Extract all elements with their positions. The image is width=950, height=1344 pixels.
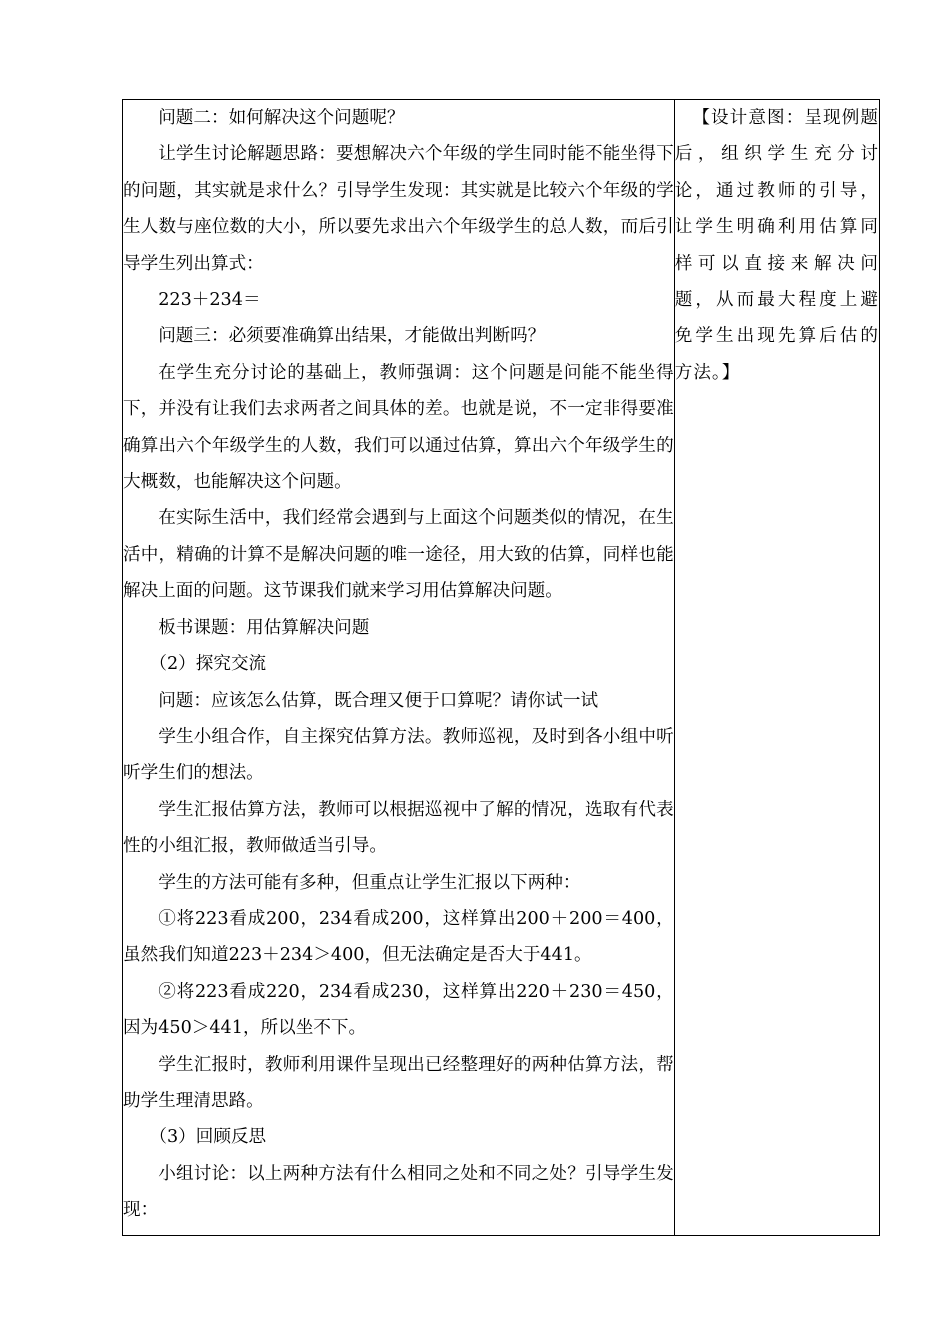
paragraph: 问题二：如何解决这个问题呢？ (158, 108, 405, 128)
paragraph: 学生汇报时，教师利用课件呈现出已经整理好的两种估算方法，帮助学生理清思路。 (123, 1054, 674, 1111)
lesson-row (123, 100, 880, 1236)
paragraph: 223＋234＝ (158, 290, 261, 311)
paragraph: 问题三：必须要准确算出结果，才能做出判断吗？ (158, 326, 546, 347)
paragraph: 在学生充分讨论的基础上，教师强调：这个问题是问能不能坐得下，并没有让我们去求两者之间具体的差。也就是说，不一定非得要准确算出六个年级学生的人数，我们可以通过估算，算出六个年级学生的大概数，也能解决这个问题。 (123, 362, 674, 493)
teaching-process-cell (123, 100, 675, 1236)
design-intent-note: 【设计意图：呈现例题后，组织学生充分讨论，通过教师的引导，让学生明确利用估算同样可以直接来解决问题，从而最大程度上避免学生出现先算后估的方法。】 (674, 108, 879, 383)
section-heading: （3）回顾反思 (149, 1127, 267, 1148)
paragraph: 问题：应该怎么估算，既合理又便于口算呢？请你试一试 (158, 690, 599, 711)
paragraph: 板书课题：用估算解决问题 (158, 617, 370, 638)
paragraph: 让学生讨论解题思路：要想解决六个年级的学生同时能不能坐得下的问题，其实就是求什么？引导学生发现：其实就是比较六个年级的学生人数与座位数的大小，所以要先求出六个年级学生的总人数，而后引导学生列出算式： (123, 144, 674, 274)
paragraph: ②将223看成220，234看成230，这样算出220＋230＝450，因为450＞441，所以坐不下。 (123, 981, 674, 1039)
design-intent-cell (674, 100, 879, 1236)
section-heading: （2）探究交流 (149, 654, 267, 675)
paragraph: ①将223看成200，234看成200，这样算出200＋200＝400，虽然我们知道223＋234＞400，但无法确定是否大于441。 (123, 908, 674, 966)
paragraph: 小组讨论：以上两种方法有什么相同之处和不同之处？引导学生发现： (123, 1163, 674, 1221)
paragraph: 学生的方法可能有多种，但重点让学生汇报以下两种： (158, 872, 581, 893)
lesson-plan-table (122, 99, 880, 1236)
paragraph: 学生小组合作，自主探究估算方法。教师巡视，及时到各小组中听听学生们的想法。 (123, 726, 674, 784)
paragraph: 在实际生活中，我们经常会遇到与上面这个问题类似的情况，在生活中，精确的计算不是解决问题的唯一途径，用大致的估算，同样也能解决上面的问题。这节课我们就来学习用估算解决问题。 (123, 508, 674, 602)
paragraph: 学生汇报估算方法，教师可以根据巡视中了解的情况，选取有代表性的小组汇报，教师做适当引导。 (123, 799, 674, 857)
